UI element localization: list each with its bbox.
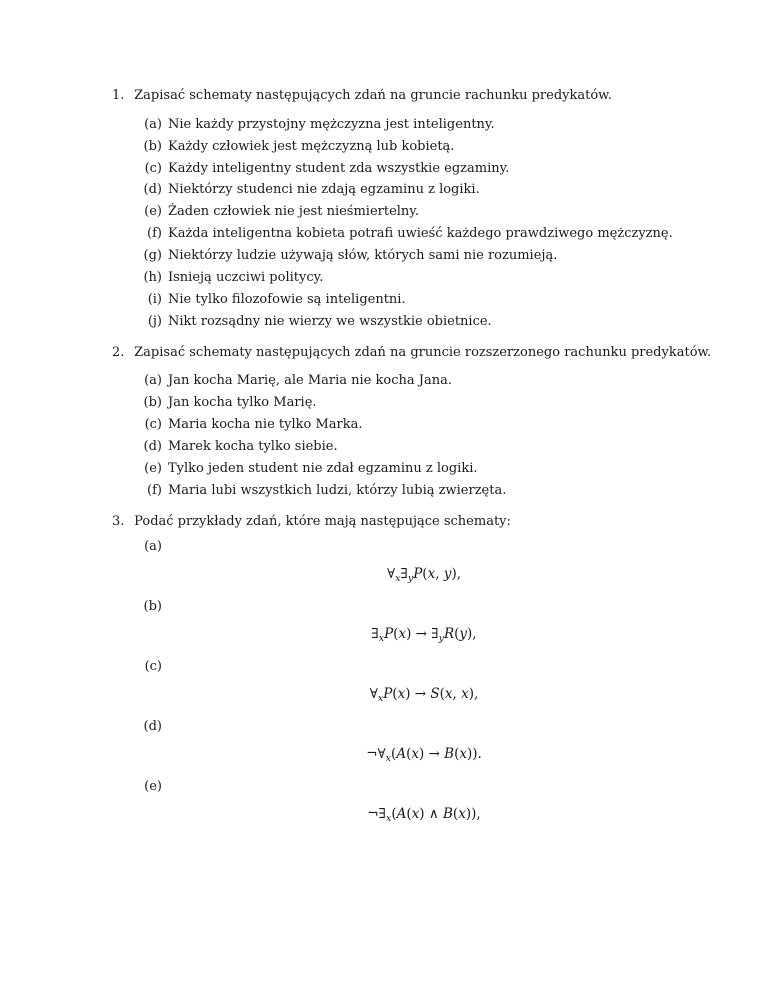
list-item: [134, 226, 734, 242]
item-text: Isnieją uczciwi politycy.: [168, 270, 324, 285]
list-item: [134, 373, 734, 389]
list-item: [134, 204, 734, 220]
item-label: (f): [147, 226, 162, 241]
list-item: [134, 117, 734, 133]
list-item: [134, 439, 734, 455]
item-text: Każda inteligentna kobieta potrafi uwieść każdego prawdziwego mężczyznę.: [168, 226, 673, 241]
list-item: [134, 182, 734, 198]
item-label: (a): [144, 117, 162, 132]
item-text: Jan kocha tylko Marię.: [168, 395, 317, 410]
list-item: [134, 161, 734, 177]
formula-label: (b): [143, 599, 162, 614]
list-item: [134, 395, 734, 411]
item-text: Żaden człowiek nie jest nieśmiertelny.: [168, 204, 420, 219]
list-item: [134, 314, 734, 330]
problem-number: 1.: [112, 88, 125, 103]
problem-2-heading: [112, 345, 732, 361]
item-text: Jan kocha Marię, ale Maria nie kocha Jana.: [168, 373, 452, 388]
item-label: (b): [143, 139, 162, 154]
formula: $\neg\exists_x(A(x)$ ∧ B(x)),: [367, 806, 481, 824]
item-text: Każdy inteligentny student zda wszystkie egzaminy.: [168, 161, 510, 176]
item-label: (c): [144, 417, 162, 432]
list-item: [134, 248, 734, 264]
problem-number: 2.: [112, 345, 125, 360]
item-label: (j): [147, 314, 162, 329]
item-text: Maria lubi wszystkich ludzi, którzy lubią zwierzęta.: [168, 483, 507, 498]
list-item: [134, 292, 734, 308]
item-label: (a): [144, 373, 162, 388]
list-item: [134, 270, 734, 286]
formula-label: (e): [144, 779, 162, 794]
item-label: (e): [144, 461, 162, 476]
item-label: (c): [144, 161, 162, 176]
formula-label: (c): [144, 659, 162, 674]
formula: $\forall_xP(x) \to S(x$, x),: [369, 686, 479, 704]
item-text: Tylko jeden student nie zdał egzaminu z logiki.: [168, 461, 478, 476]
problem-title: Zapisać schematy następujących zdań na gruncie rozszerzonego rachunku predykatów.: [134, 345, 712, 360]
formula: $\neg\forall_x(A(x) \to B(x))$.: [366, 746, 482, 764]
item-label: (i): [147, 292, 162, 307]
formula-label: (a): [144, 539, 162, 554]
problem-number: 3.: [112, 514, 125, 529]
item-text: Marek kocha tylko siebie.: [168, 439, 338, 454]
item-text: Nie tylko filozofowie są inteligentni.: [168, 292, 406, 307]
item-label: (h): [143, 270, 162, 285]
item-label: (f): [147, 483, 162, 498]
formula: $\exists_xP(x)$ → $\exists_yR(y)$,: [371, 626, 477, 644]
item-text: Każdy człowiek jest mężczyzną lub kobietą.: [168, 139, 455, 154]
list-item: [134, 461, 734, 477]
formula-label: (d): [143, 719, 162, 734]
formula: $\forall_x\exists_yP(x$, y),: [386, 566, 461, 584]
item-label: (b): [143, 395, 162, 410]
list-item: [134, 139, 734, 155]
problem-1-heading: [112, 88, 732, 104]
item-label: (g): [143, 248, 162, 263]
item-text: Nie każdy przystojny mężczyzna jest inteligentny.: [168, 117, 495, 132]
item-text: Niektórzy studenci nie zdają egzaminu z logiki.: [168, 182, 480, 197]
list-item: [134, 417, 734, 433]
problem-3-heading: [112, 514, 732, 530]
item-text: Niektórzy ludzie używają słów, których sami nie rozumieją.: [168, 248, 558, 263]
item-label: (d): [143, 182, 162, 197]
problem-title: Zapisać schematy następujących zdań na gruncie rachunku predykatów.: [134, 88, 612, 103]
item-label: (d): [143, 439, 162, 454]
item-text: Nikt rozsądny nie wierzy we wszystkie obietnice.: [168, 314, 492, 329]
list-item: [134, 483, 734, 499]
problem-title: Podać przykłady zdań, które mają następujące schematy:: [134, 514, 511, 529]
item-label: (e): [144, 204, 162, 219]
item-text: Maria kocha nie tylko Marka.: [168, 417, 363, 432]
